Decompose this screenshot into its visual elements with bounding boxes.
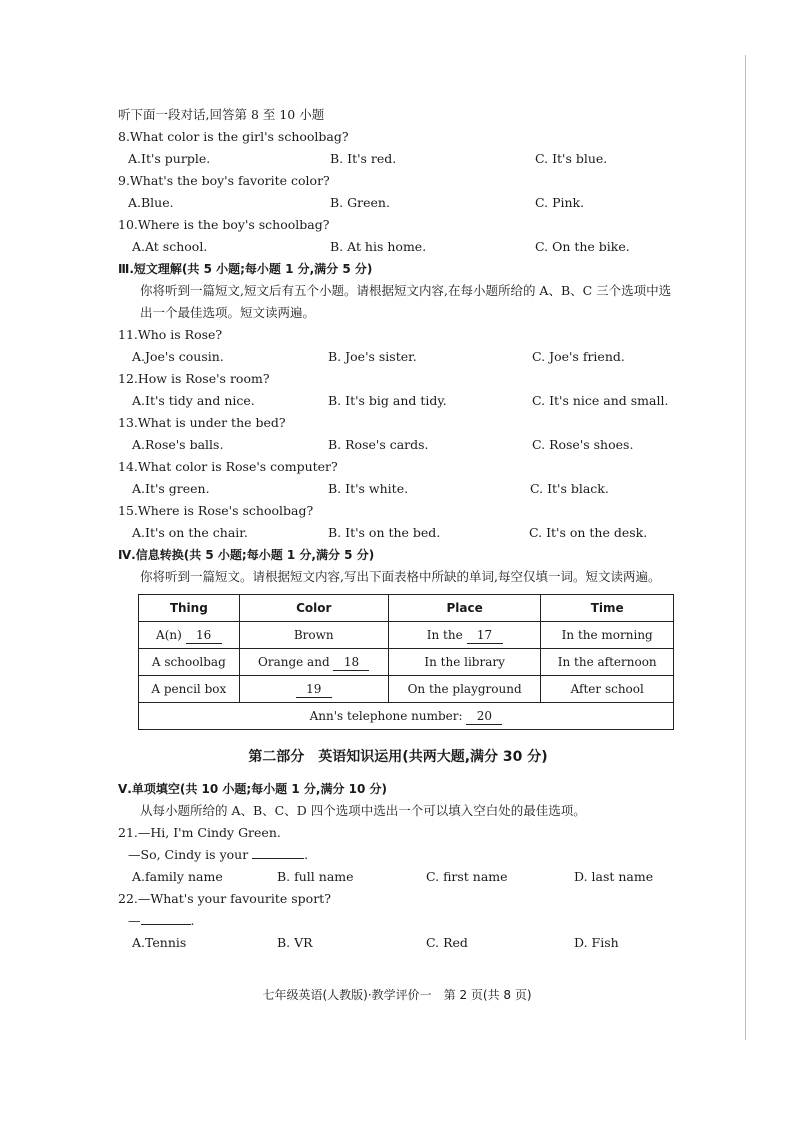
options-9	[118, 192, 678, 214]
option-a: A.Rose's balls.	[132, 437, 224, 452]
option-b: B. Joe's sister.	[328, 349, 417, 364]
table-cell: Brown	[239, 622, 388, 649]
cell-text: Orange and	[258, 655, 330, 669]
table-header-row	[139, 595, 674, 622]
option-c: C. It's nice and small.	[532, 393, 669, 408]
section-4-instruction: 你将听到一篇短文。请根据短文内容,写出下面表格中所缺的单词,每空仅填一词。短文读两遍。	[140, 569, 661, 584]
section-3-instruction: 你将听到一篇短文,短文后有五个小题。请根据短文内容,在每小题所给的 A、B、C 三个选项中选出一个最佳选项。短文读两遍。	[140, 283, 672, 320]
option-c: C. Rose's shoes.	[532, 437, 634, 452]
header-color: Color	[239, 595, 388, 622]
option-c: C. It's blue.	[535, 151, 608, 166]
table-cell	[239, 649, 388, 676]
option-c: C. first name	[426, 869, 508, 884]
table-cell	[388, 622, 541, 649]
table-cell: In the library	[388, 649, 541, 676]
page-edge-line	[745, 55, 746, 1040]
options-21	[118, 866, 678, 888]
answer-blank-17[interactable]: 17	[467, 628, 503, 644]
section-5-heading: Ⅴ.单项填空(共 10 小题;每小题 1 分,满分 10 分)	[118, 782, 387, 796]
option-a: A.At school.	[132, 239, 208, 254]
table-cell: In the morning	[541, 622, 674, 649]
option-c: C. On the bike.	[535, 239, 630, 254]
telephone-cell	[139, 703, 674, 730]
option-d: D. Fish	[574, 935, 619, 950]
answer-blank-19[interactable]: 19	[296, 682, 332, 698]
info-table	[138, 594, 674, 730]
table-cell	[239, 676, 388, 703]
table-cell: A pencil box	[139, 676, 240, 703]
option-b: B. It's on the bed.	[328, 525, 441, 540]
response-end: .	[304, 847, 309, 862]
option-a: A.Joe's cousin.	[132, 349, 224, 364]
header-thing: Thing	[139, 595, 240, 622]
option-b: B. Green.	[330, 195, 390, 210]
options-13	[118, 434, 678, 456]
question-13: 13.What is under the bed?	[118, 415, 286, 430]
option-d: D. last name	[574, 869, 654, 884]
options-11	[118, 346, 678, 368]
question-8: 8.What color is the girl's schoolbag?	[118, 129, 349, 144]
option-a: A.family name	[132, 869, 223, 884]
question-11: 11.Who is Rose?	[118, 327, 223, 342]
page-footer: 七年级英语(人教版)·教学评价一 第 2 页(共 8 页)	[262, 988, 532, 1002]
response-text: —	[128, 913, 141, 928]
answer-blank-16[interactable]: 16	[186, 628, 222, 644]
exam-page	[118, 104, 678, 954]
header-time: Time	[541, 595, 674, 622]
question-22: 22.—What's your favourite sport?	[118, 891, 331, 906]
option-c: C. Red	[426, 935, 468, 950]
options-10	[118, 236, 678, 258]
question-10: 10.Where is the boy's schoolbag?	[118, 217, 330, 232]
options-8	[118, 148, 678, 170]
response-text: —So, Cindy is your	[128, 847, 249, 862]
header-place: Place	[388, 595, 541, 622]
option-a: A.Tennis	[132, 935, 187, 950]
table-row	[139, 703, 674, 730]
option-a: A.It's on the chair.	[132, 525, 248, 540]
option-a: A.It's tidy and nice.	[132, 393, 255, 408]
dialogue-intro: 听下面一段对话,回答第 8 至 10 小题	[118, 107, 325, 122]
table-cell	[139, 622, 240, 649]
table-row	[139, 649, 674, 676]
table-row	[139, 622, 674, 649]
answer-blank-20[interactable]: 20	[466, 709, 502, 725]
option-c: C. Pink.	[535, 195, 585, 210]
table-cell: A schoolbag	[139, 649, 240, 676]
option-a: A.It's purple.	[128, 151, 211, 166]
table-cell: After school	[541, 676, 674, 703]
table-cell: On the playground	[388, 676, 541, 703]
options-12	[118, 390, 678, 412]
option-b: B. It's red.	[330, 151, 397, 166]
option-a: A.It's green.	[132, 481, 210, 496]
option-b: B. It's big and tidy.	[328, 393, 447, 408]
cell-text: In the	[426, 628, 463, 642]
option-c: C. Joe's friend.	[532, 349, 625, 364]
telephone-label: Ann's telephone number:	[309, 709, 463, 723]
option-b: B. full name	[277, 869, 354, 884]
options-22	[118, 932, 678, 954]
question-14: 14.What color is Rose's computer?	[118, 459, 338, 474]
option-b: B. At his home.	[330, 239, 427, 254]
part-2-heading: 第二部分 英语知识运用(共两大题,满分 30 分)	[248, 749, 548, 765]
option-c: C. It's black.	[530, 481, 609, 496]
options-14	[118, 478, 678, 500]
question-12: 12.How is Rose's room?	[118, 371, 270, 386]
answer-blank-22[interactable]	[141, 912, 191, 925]
question-15: 15.Where is Rose's schoolbag?	[118, 503, 314, 518]
question-22-response	[118, 910, 678, 932]
section-5-instruction: 从每小题所给的 A、B、C、D 四个选项中选出一个可以填入空白处的最佳选项。	[140, 803, 586, 818]
table-cell: In the afternoon	[541, 649, 674, 676]
response-end: .	[190, 913, 195, 928]
option-b: B. Rose's cards.	[328, 437, 429, 452]
cell-text: A(n)	[156, 628, 182, 642]
question-9: 9.What's the boy's favorite color?	[118, 173, 330, 188]
option-b: B. VR	[277, 935, 313, 950]
option-b: B. It's white.	[328, 481, 409, 496]
section-3-heading: Ⅲ.短文理解(共 5 小题;每小题 1 分,满分 5 分)	[118, 262, 373, 276]
options-15	[118, 522, 678, 544]
answer-blank-18[interactable]: 18	[333, 655, 369, 671]
option-c: C. It's on the desk.	[529, 525, 648, 540]
table-row	[139, 676, 674, 703]
section-4-heading: Ⅳ.信息转换(共 5 小题;每小题 1 分,满分 5 分)	[118, 548, 375, 562]
question-21-response	[118, 844, 678, 866]
answer-blank-21[interactable]	[252, 846, 304, 859]
question-21: 21.—Hi, I'm Cindy Green.	[118, 825, 281, 840]
option-a: A.Blue.	[128, 195, 174, 210]
